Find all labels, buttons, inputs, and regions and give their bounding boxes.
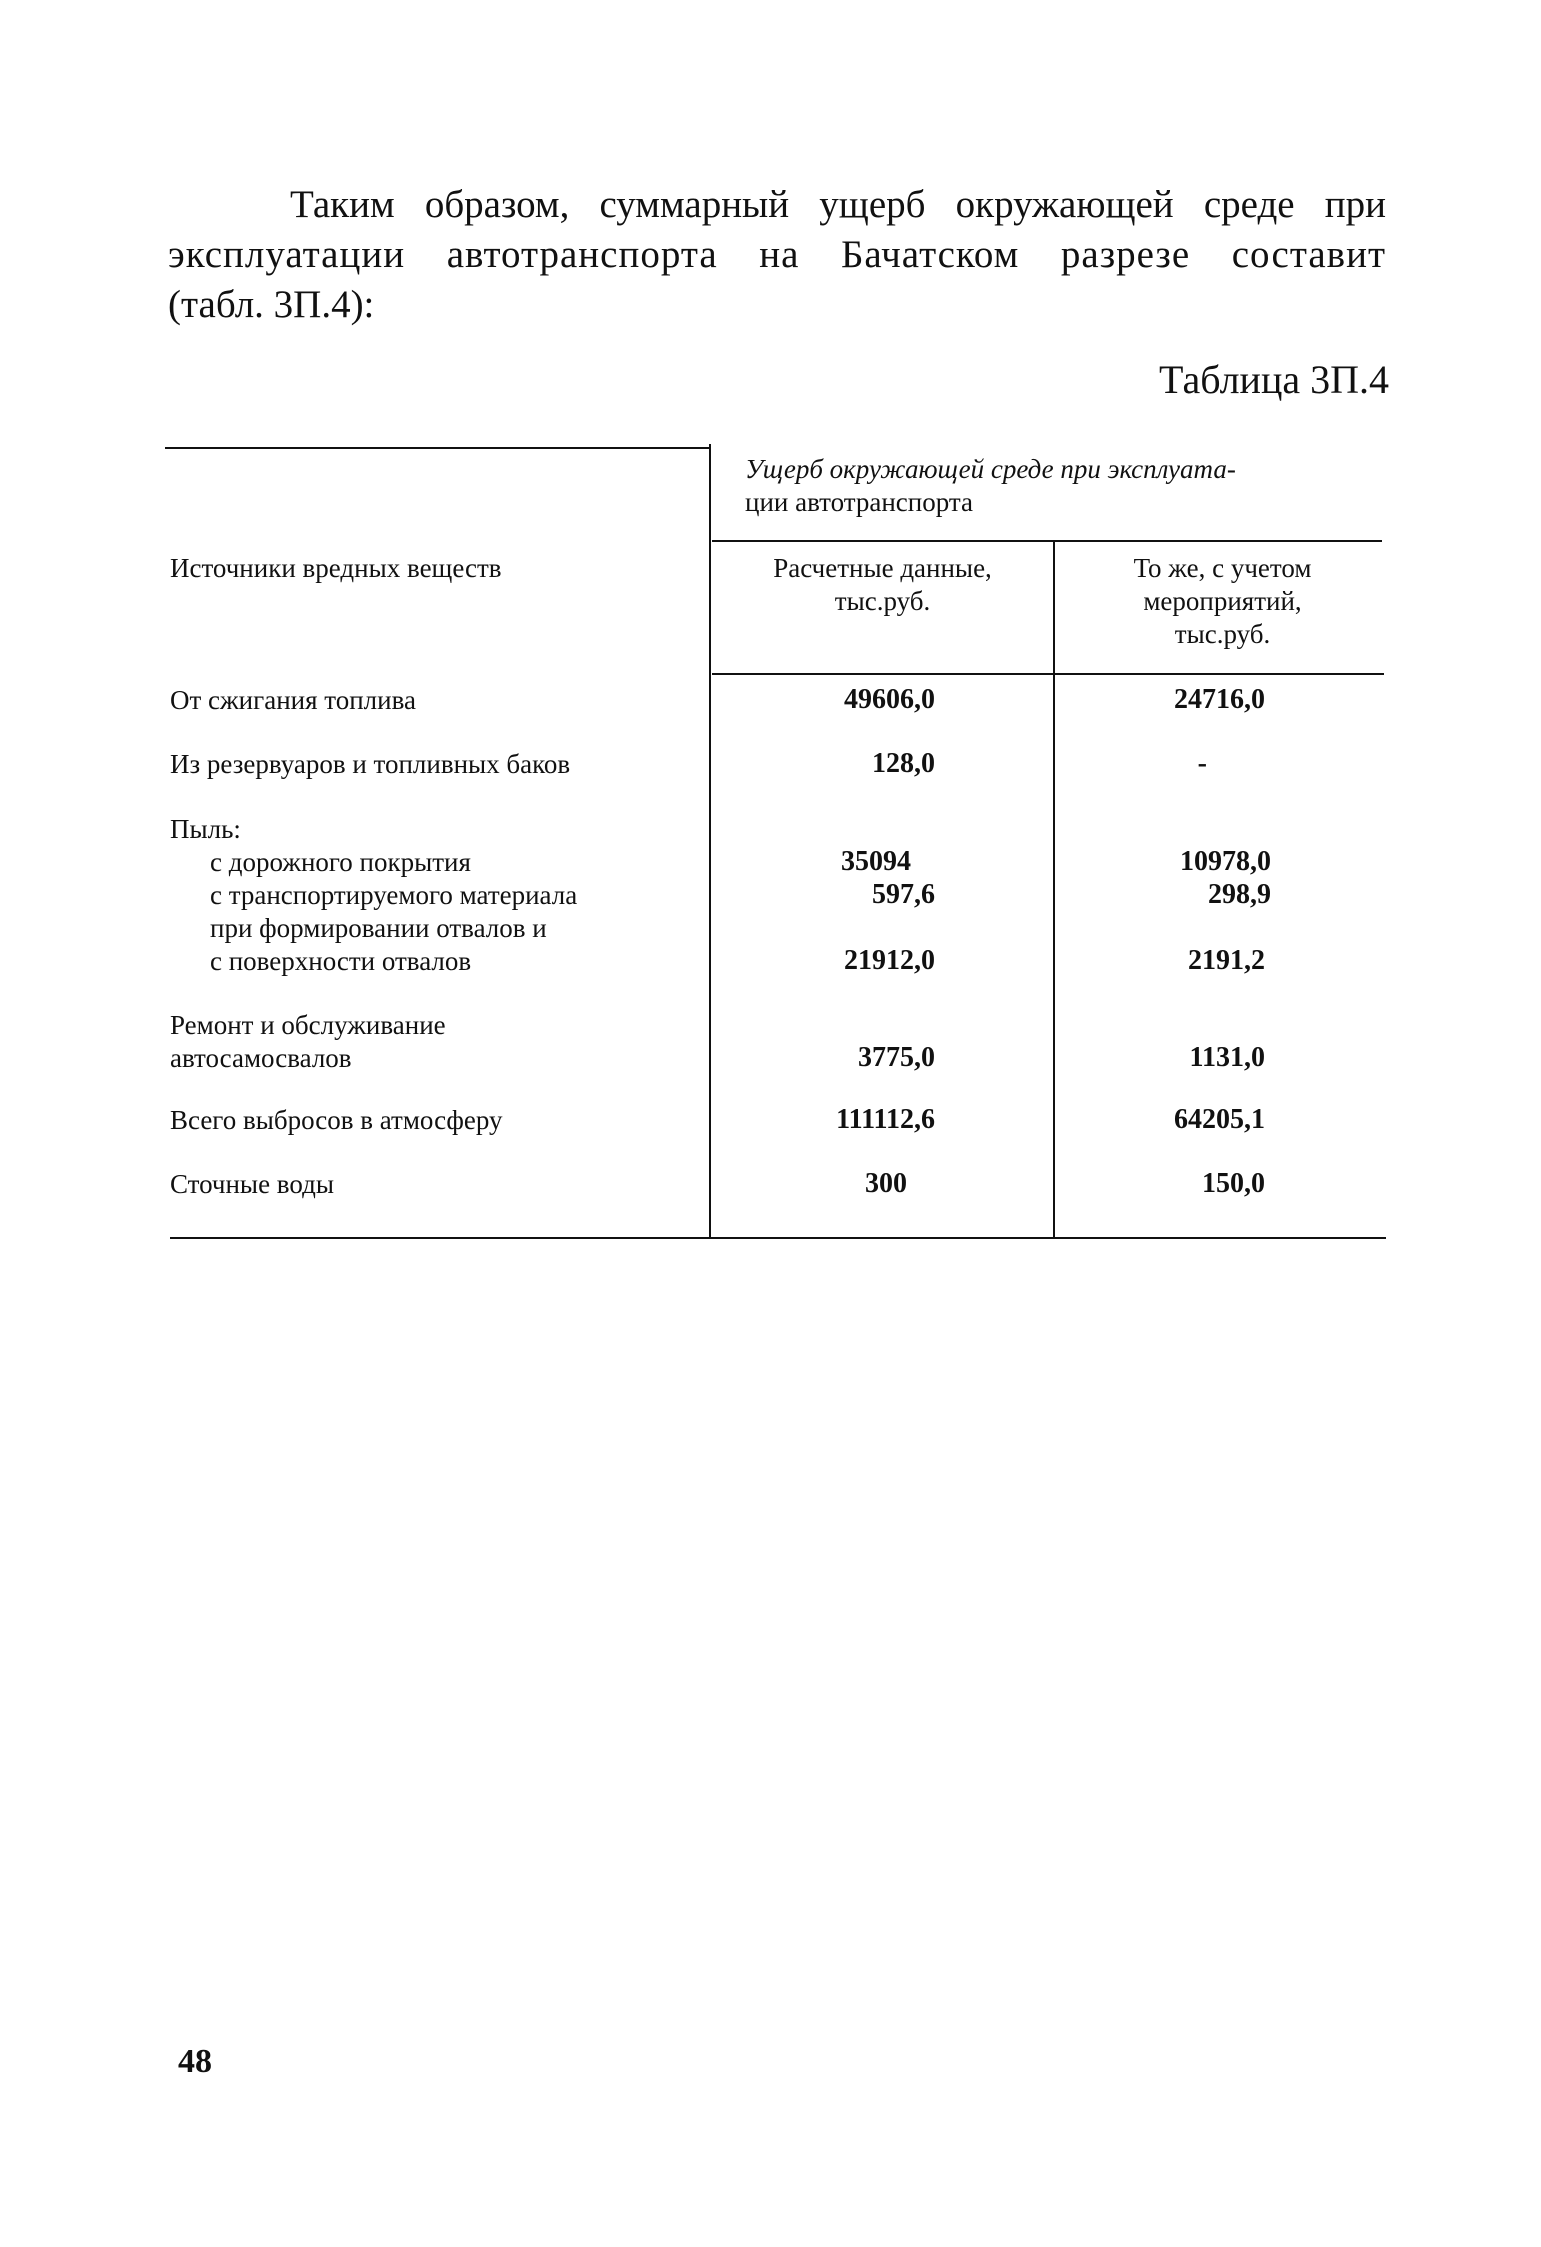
measures-repair: 1131,0: [1189, 1042, 1265, 1073]
row-label-dumps-2: с поверхности отвалов: [210, 946, 472, 976]
measures-material: 298,9: [1208, 879, 1271, 910]
row-label-fuel: От сжигания топлива: [170, 685, 416, 715]
row-label-material: с транспортируемого материала: [210, 880, 578, 910]
row-label-total: Всего выбросов в атмосферу: [170, 1105, 503, 1135]
column-divider-2: [1053, 540, 1055, 1238]
header-measures-line-1: То же, с учетом: [1133, 553, 1312, 583]
measures-tanks: -: [1197, 748, 1207, 779]
page-number: 48: [178, 2043, 212, 2080]
header-calc-line-2: тыс.руб.: [834, 586, 931, 616]
header-calc: [715, 552, 1050, 618]
header-measures-line-2: мероприятий,: [1143, 586, 1302, 616]
measures-wastewater: 150,0: [1202, 1168, 1265, 1199]
table-caption: Таблица 3П.4: [1159, 357, 1389, 402]
calc-dumps: 21912,0: [844, 945, 935, 976]
row-label-dumps-1: при формировании отвалов и: [210, 913, 547, 943]
intro-line-3: (табл. 3П.4):: [168, 283, 375, 326]
row-label-repair-2: автосамосвалов: [170, 1043, 352, 1073]
row-label-repair-1: Ремонт и обслуживание: [170, 1010, 446, 1040]
header-calc-line-1: Расчетные данные,: [773, 553, 992, 583]
measures-fuel: 24716,0: [1174, 684, 1265, 715]
intro-paragraph: [168, 180, 1386, 330]
row-label-tanks: Из резервуаров и топливных баков: [170, 749, 571, 779]
header-mid-rule: [712, 540, 1382, 542]
calc-repair: 3775,0: [858, 1042, 935, 1073]
header-sources: Источники вредных веществ: [170, 553, 502, 583]
row-label-road: с дорожного покрытия: [210, 847, 471, 877]
column-divider-1: [709, 444, 711, 1238]
measures-total: 64205,1: [1174, 1104, 1265, 1135]
calc-wastewater: 300: [865, 1168, 907, 1199]
calc-total: 111112,6: [836, 1104, 935, 1135]
header-bottom-rule: [712, 673, 1384, 675]
row-label-wastewater: Сточные воды: [170, 1169, 334, 1199]
table-bottom-rule: [170, 1237, 1386, 1239]
calc-material: 597,6: [872, 879, 935, 910]
calc-tanks: 128,0: [872, 748, 935, 779]
intro-line-2: эксплуатации автотранспорта на Бачатском разрезе составит: [168, 233, 1386, 276]
intro-line-1: Таким образом, суммарный ущерб окружающей среде при: [290, 183, 1386, 226]
header-measures: [1060, 552, 1385, 651]
table-top-rule: [165, 447, 710, 449]
measures-dumps: 2191,2: [1188, 945, 1265, 976]
header-measures-line-3: тыс.руб.: [1174, 619, 1271, 649]
calc-fuel: 49606,0: [844, 684, 935, 715]
row-label-dust: Пыль:: [170, 814, 241, 844]
header-damage-line-1: Ущерб окружающей среде при эксплуата-: [745, 454, 1236, 484]
header-damage-line-2: ции автотранспорта: [745, 487, 973, 517]
measures-road: 10978,0: [1180, 846, 1271, 877]
calc-road: 35094: [841, 846, 911, 877]
